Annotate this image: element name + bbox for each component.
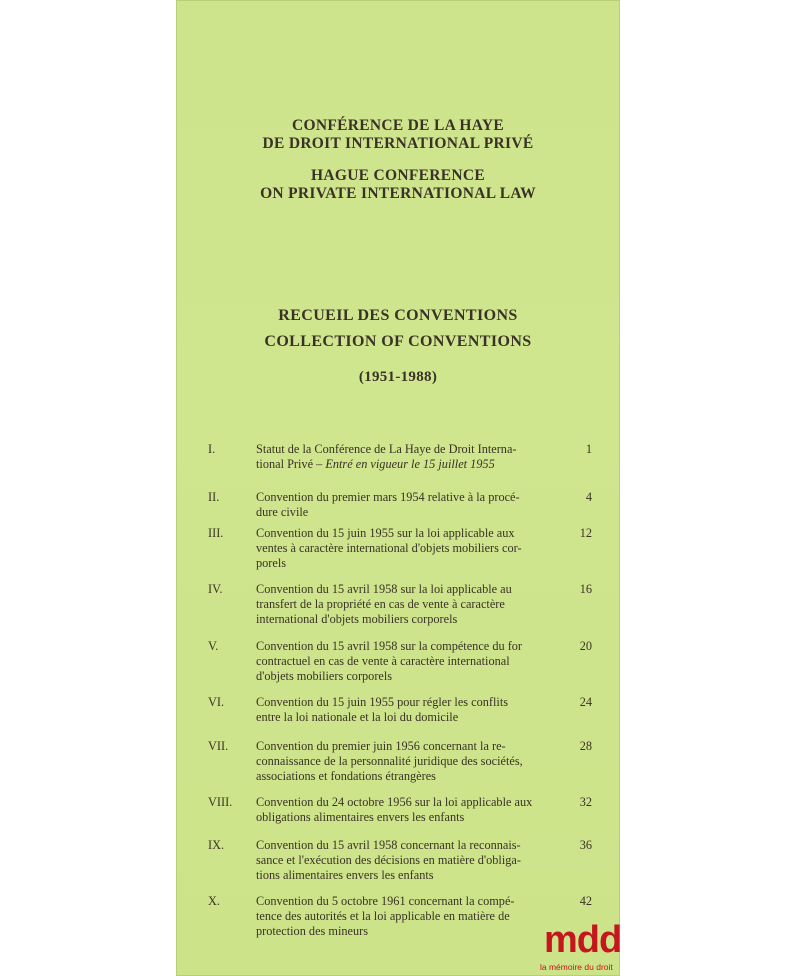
- title-years: (1951-1988): [358, 369, 438, 385]
- toc-page-number: 42: [579, 894, 592, 908]
- title-english: COLLECTION OF CONVENTIONS: [264, 333, 532, 350]
- conference-name-english: [176, 167, 620, 203]
- toc-page-number: 4: [585, 490, 592, 504]
- toc-number: IV.: [208, 582, 223, 596]
- toc-title-note: Entré en vigueur le 15 juillet 1955: [325, 457, 495, 471]
- toc-page-number: 20: [579, 639, 592, 653]
- toc-title: Convention du 15 juin 1955 sur la loi applicable aux ventes à caractère international d'objets mobiliers cor- porels: [256, 526, 522, 570]
- english-line-1: HAGUE CONFERENCE: [310, 167, 486, 184]
- toc-title: Convention du 24 octobre 1956 sur la loi applicable aux obligations alimentaires envers les enfants: [256, 795, 533, 824]
- french-line-2: DE DROIT INTERNATIONAL PRIVÉ: [262, 135, 534, 152]
- conference-name-french: [176, 117, 620, 153]
- logo-tagline: la mémoire du droit: [540, 962, 613, 972]
- toc-page-number: 28: [579, 739, 592, 753]
- toc-title: Convention du 15 juin 1955 pour régler les conflits entre la loi nationale et la loi du domicile: [256, 695, 509, 724]
- toc-title: Convention du 5 octobre 1961 concernant la compé- tence des autorités et la loi applicable en matière de protection des mineurs: [256, 894, 515, 938]
- toc-number: IX.: [208, 838, 225, 852]
- toc-title: Convention du 15 avril 1958 sur la compétence du for contractuel en cas de vente à caractère international d'objets mobiliers corporels: [256, 639, 523, 683]
- toc-number: VI.: [208, 695, 225, 709]
- toc-title: Convention du premier juin 1956 concernant la re- connaissance de la personnalité juridique des sociétés, associations et fondations étrangères: [256, 739, 523, 783]
- english-line-2: ON PRIVATE INTERNATIONAL LAW: [260, 185, 536, 202]
- toc-number: X.: [208, 894, 220, 908]
- toc-page-number: 1: [585, 442, 592, 456]
- toc-number: V.: [208, 639, 219, 653]
- toc-page-number: 16: [579, 582, 592, 596]
- french-line-1: CONFÉRENCE DE LA HAYE: [291, 117, 504, 134]
- toc-page-number: 32: [579, 795, 592, 809]
- toc-number: I.: [208, 442, 216, 456]
- toc-page-number: 24: [579, 695, 592, 709]
- document-cover: [176, 0, 620, 976]
- mdd-logo: [538, 920, 628, 976]
- toc-title: Statut de la Conférence de La Haye de Droit Interna- tional Privé – Entré en vigueur le 15 juillet 1955: [256, 442, 517, 471]
- toc-page-number: 36: [579, 838, 592, 852]
- logo-letters: mdd: [544, 919, 622, 961]
- title-french: RECUEIL DES CONVENTIONS: [278, 307, 518, 324]
- toc-number: II.: [208, 490, 220, 504]
- toc-number: VIII.: [208, 795, 233, 809]
- toc-title: Convention du 15 avril 1958 sur la loi applicable au transfert de la propriété en cas de vente à caractère international d'objets mobiliers corporels: [256, 582, 512, 626]
- toc-page-number: 12: [579, 526, 592, 540]
- toc-title: Convention du 15 avril 1958 concernant la reconnais- sance et l'exécution des décisions en matière d'obliga- tions alimentaires envers les enfants: [256, 838, 521, 882]
- toc-title: Convention du premier mars 1954 relative à la procé- dure civile: [256, 490, 520, 519]
- toc-number: VII.: [208, 739, 229, 753]
- toc-number: III.: [208, 526, 224, 540]
